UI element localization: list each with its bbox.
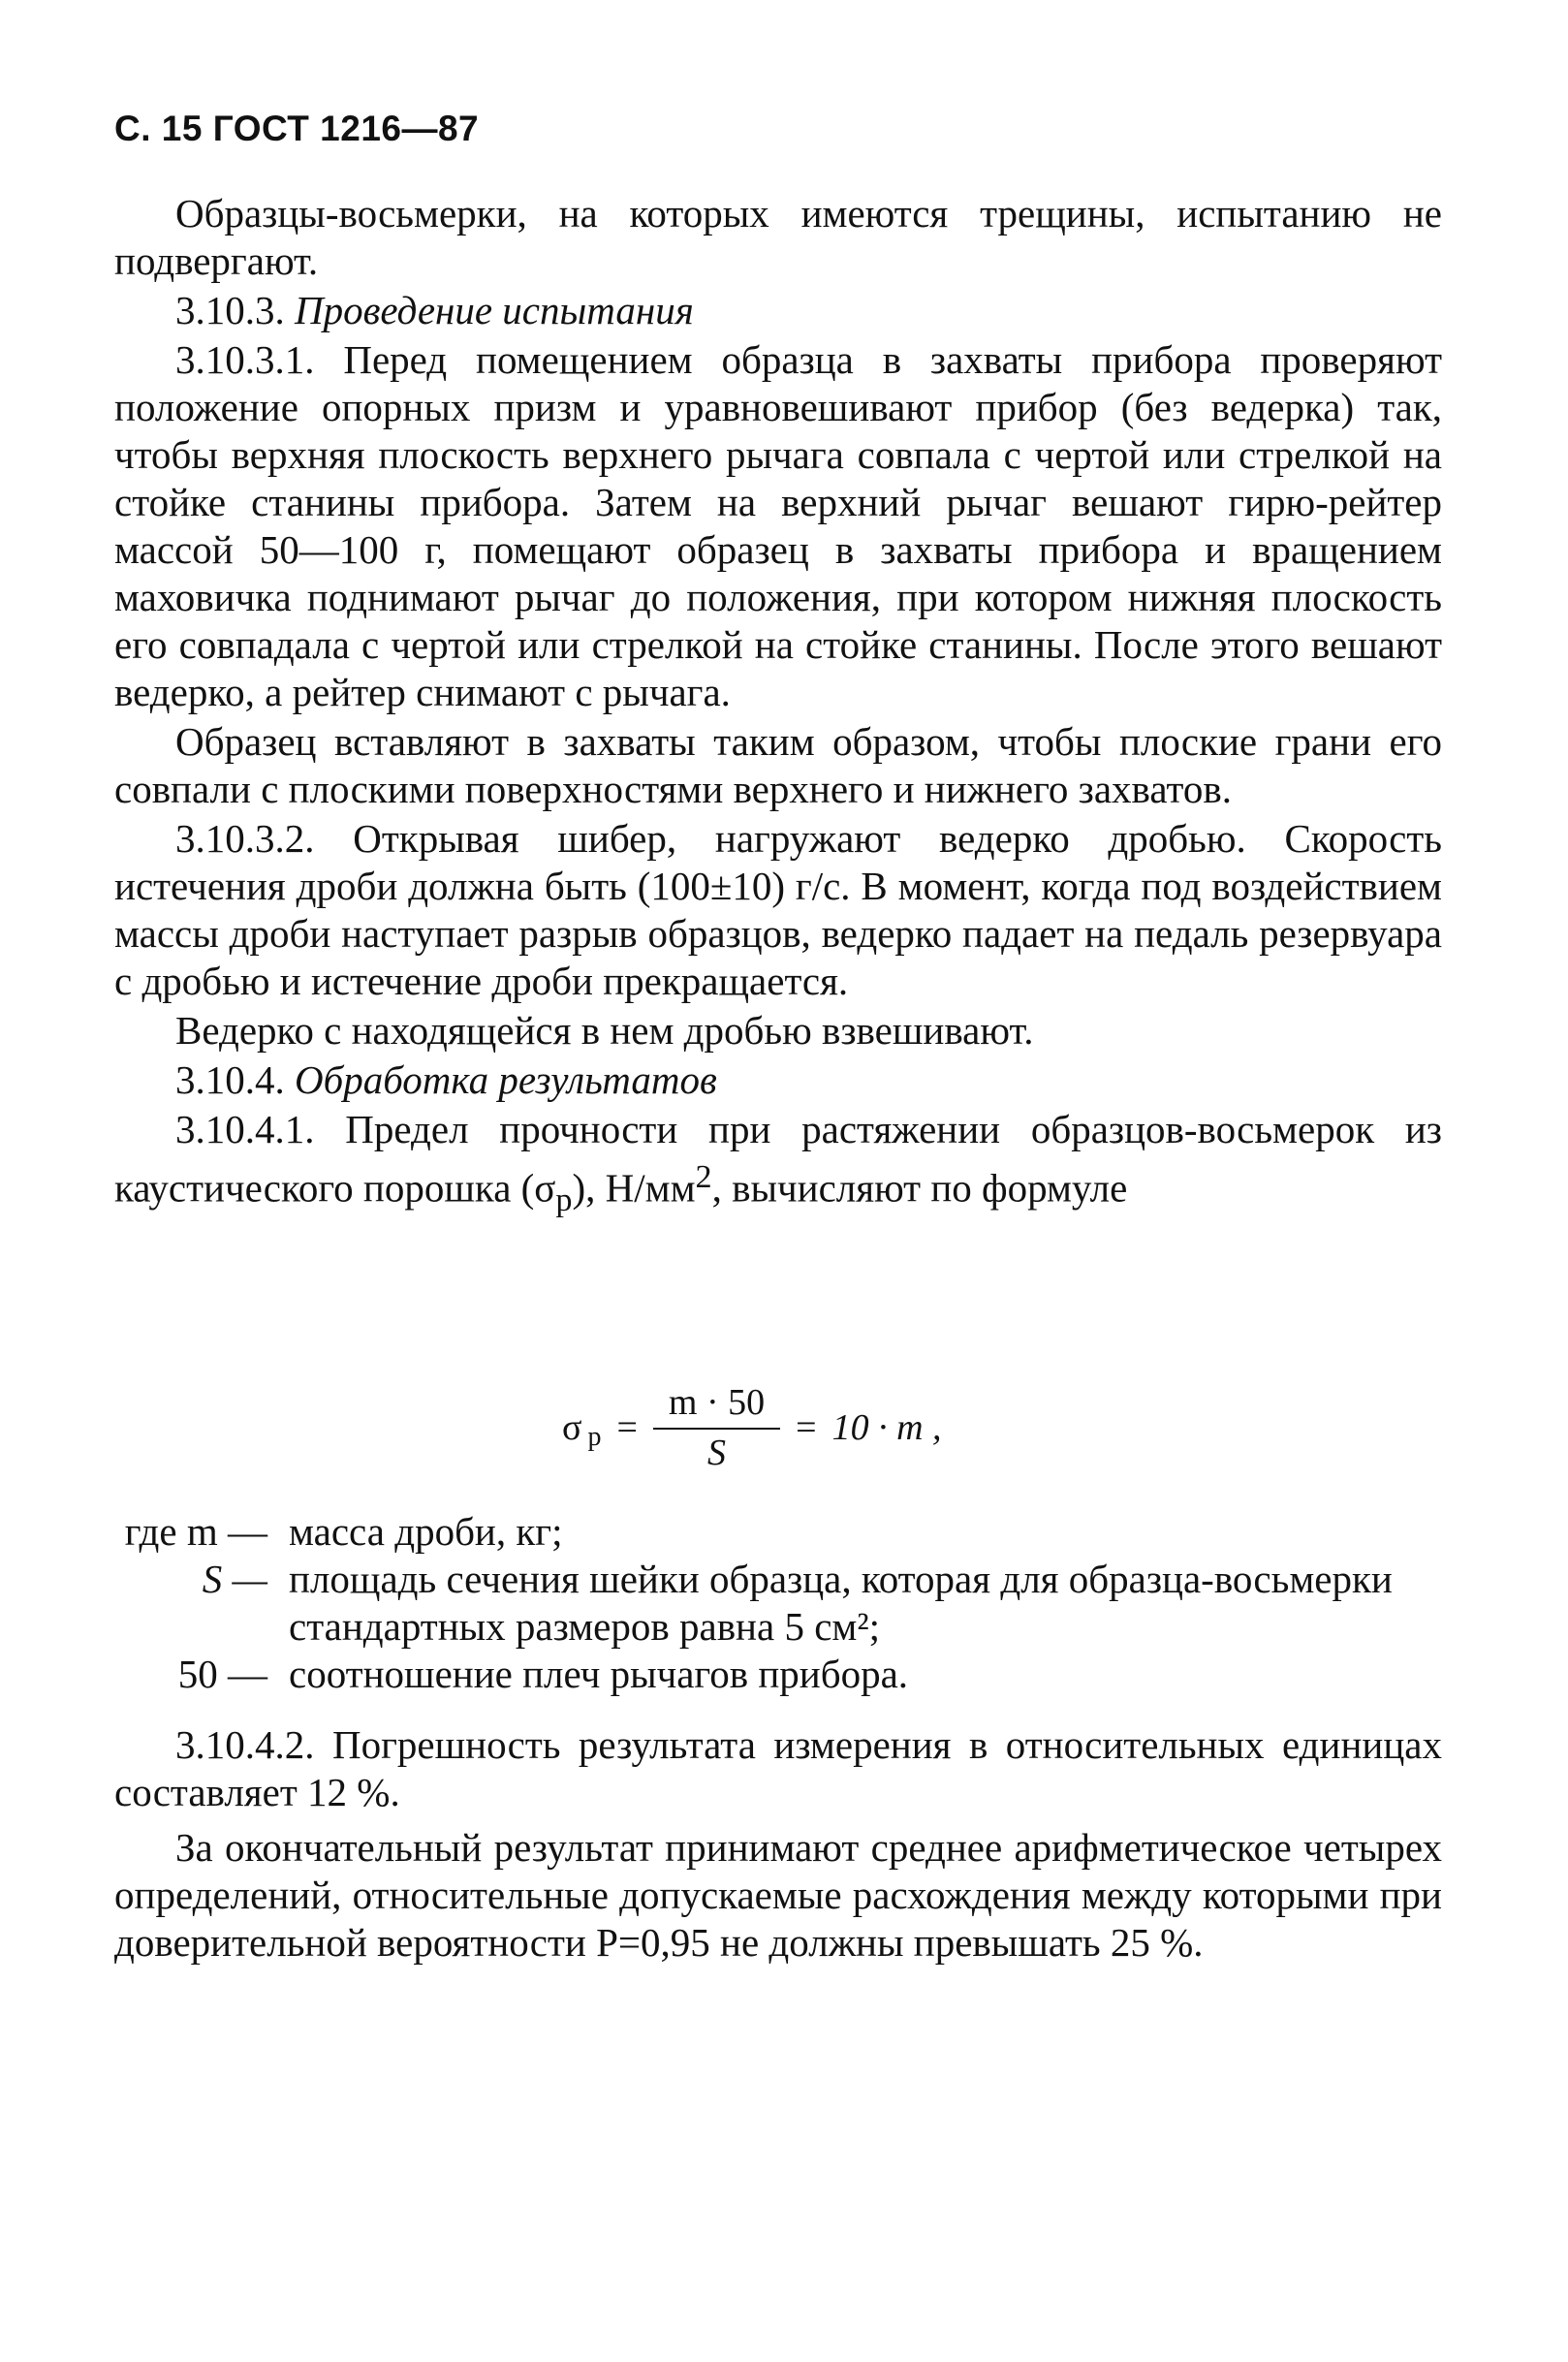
- formula: [562, 1374, 942, 1481]
- section-number: 3.10.3.: [175, 288, 285, 332]
- equals-sign: =: [796, 1407, 817, 1448]
- where-description: площадь сечения шейки образца, которая для образца-восьмерки стандартных размеров равна 5 см²;: [289, 1557, 1393, 1649]
- fraction-numerator: m · 50: [653, 1381, 780, 1430]
- sigma-symbol: σ: [562, 1407, 582, 1448]
- superscript: 2: [695, 1159, 712, 1195]
- text-run: 3.10.4.1. Предел прочности при растяжении образцов-восьмерок из каустического порошка (σ: [114, 1107, 1442, 1211]
- paragraph: 3.10.3.1. Перед помещением образца в захваты прибора проверяют положение опорных призм и уравновешивают прибор (без ведерка) так, чтобы верхняя плоскость верхнего рычага совпала с чертой или стрелкой на стойке станины прибора. Затем на верхний рычаг вешают гирю-рейтер массой 50—100 г, помещают образец в захваты прибора и вращением маховичка поднимают рычаг до положения, при котором нижняя плоскость его совпадала с чертой или стрелкой на стойке станины. После этого вешают ведерко, а рейтер снимают с рычага.: [114, 337, 1442, 714]
- where-row: [114, 1651, 1442, 1698]
- where-symbol: 50 —: [177, 1652, 267, 1696]
- formula-lhs: [562, 1406, 602, 1452]
- where-list: [114, 1508, 1442, 1698]
- paragraph: За окончательный результат принимают среднее арифметическое четырех определений, относительные допускаемые расхождения между которыми при доверительной вероятности Р=0,95 не должны превышать 25 %.: [114, 1825, 1442, 1965]
- document-tail: [114, 1721, 1442, 1974]
- section-heading: [114, 287, 1442, 334]
- where-description: соотношение плеч рычагов прибора.: [289, 1652, 909, 1696]
- section-title: Проведение испытания: [295, 288, 694, 332]
- formula-rhs: 10 · m ,: [831, 1407, 942, 1448]
- paragraph: Ведерко с находящейся в нем дробью взвешивают.: [175, 1008, 1034, 1053]
- where-row: [114, 1556, 1442, 1651]
- fraction: [653, 1381, 780, 1474]
- paragraph: Образец вставляют в захваты таким образом, чтобы плоские грани его совпали с плоскими поверхностями верхнего и нижнего захватов.: [114, 719, 1442, 811]
- where-description: масса дроби, кг;: [289, 1509, 563, 1554]
- paragraph: 3.10.4.2. Погрешность результата измерения в относительных единицах составляет 12 %.: [114, 1722, 1442, 1814]
- where-symbol: где m —: [124, 1509, 267, 1554]
- document-body: [114, 190, 1442, 1224]
- section-number: 3.10.4.: [175, 1057, 285, 1102]
- equals-sign: =: [616, 1407, 638, 1448]
- subscript: р: [555, 1181, 573, 1218]
- fraction-denominator: S: [707, 1433, 727, 1473]
- page-header: С. 15 ГОСТ 1216—87: [114, 109, 480, 148]
- paragraph: Образцы-восьмерки, на которых имеются трещины, испытанию не подвергают.: [114, 191, 1442, 283]
- paragraph: 3.10.3.2. Открывая шибер, нагружают ведерко дробью. Скорость истечения дроби должна быть (100±10) г/с. В момент, когда под воздействием массы дроби наступает разрыв образцов, ведерко падает на педаль резервуара с дробью и истечение дроби прекращается.: [114, 816, 1442, 1003]
- section-title: Обработка результатов: [295, 1057, 717, 1102]
- paragraph: [114, 1106, 1442, 1224]
- section-heading: [114, 1056, 1442, 1104]
- sigma-subscript: р: [587, 1422, 602, 1452]
- text-run: ), Н/мм: [572, 1165, 696, 1211]
- where-symbol: S —: [202, 1557, 267, 1601]
- where-row: [114, 1508, 1442, 1556]
- text-run: , вычисляют по формуле: [711, 1165, 1128, 1211]
